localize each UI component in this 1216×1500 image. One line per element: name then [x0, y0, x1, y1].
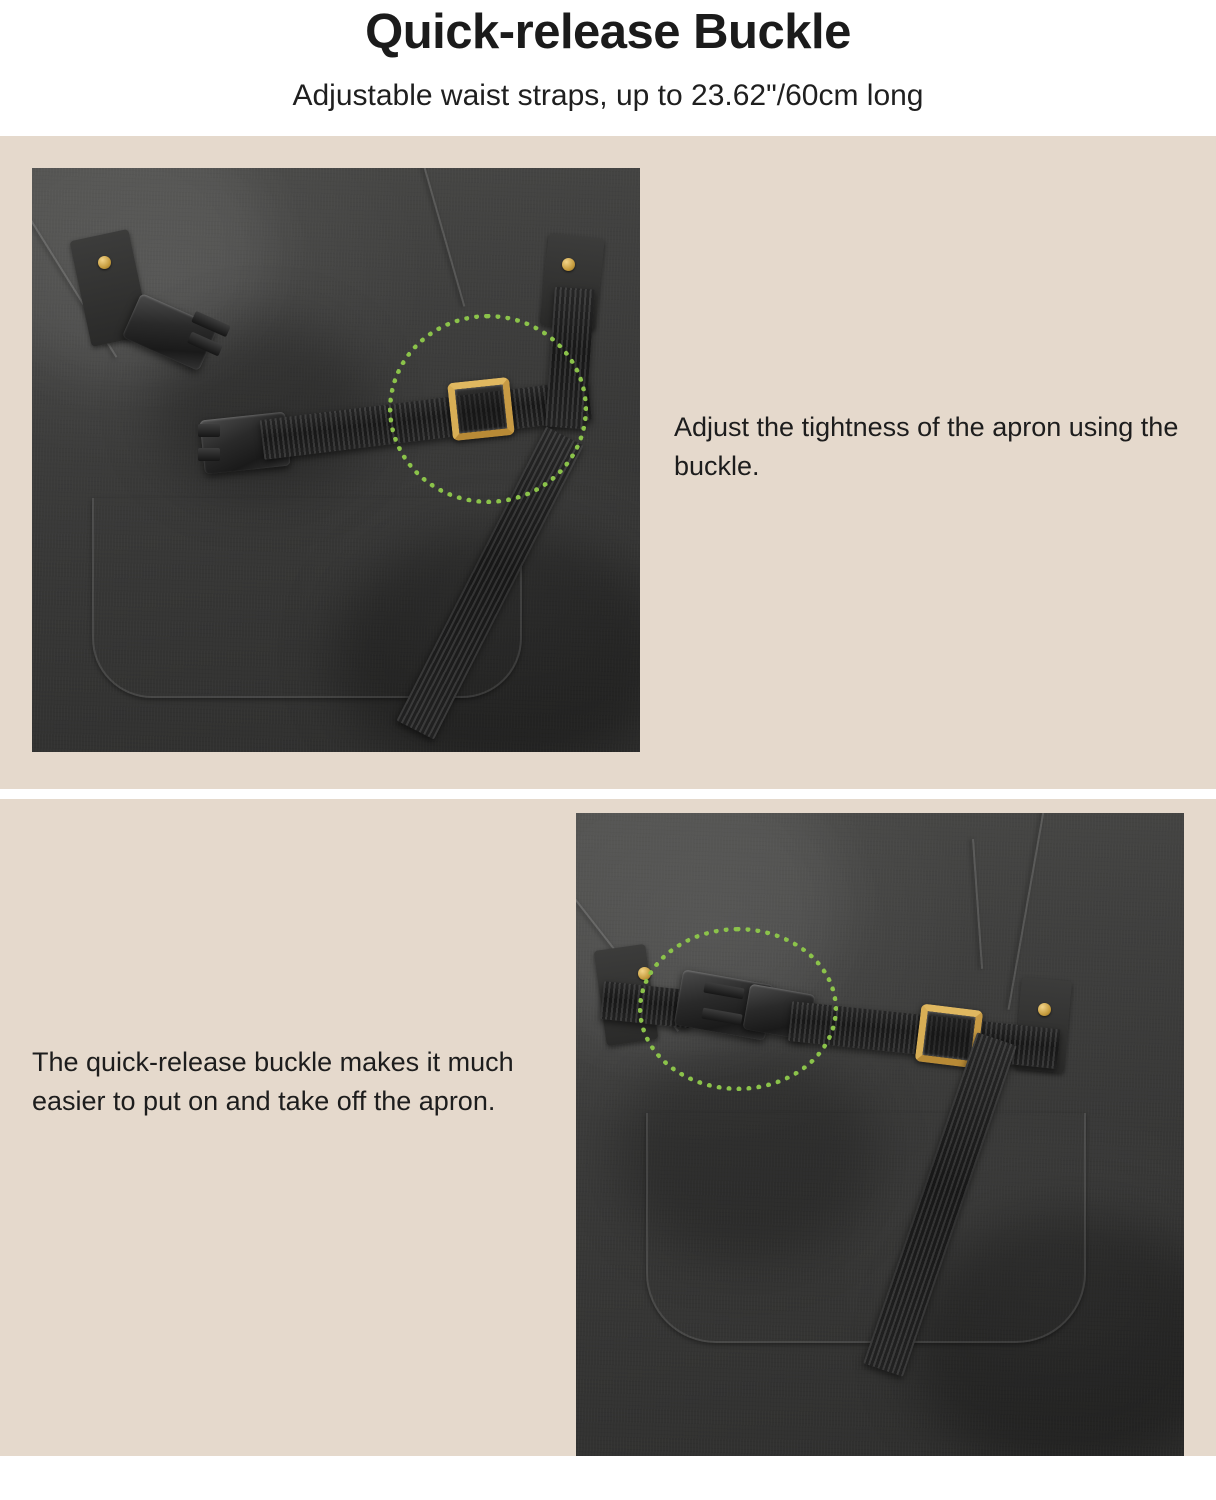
page-header	[0, 0, 1216, 114]
buckle-prong	[198, 448, 220, 461]
caption-quick-release: The quick-release buckle makes it much easier to put on and take off the apron.	[32, 1047, 514, 1117]
panel-divider	[0, 789, 1216, 799]
page-subtitle: Adjustable waist straps, up to 23.62"/60cm long	[292, 79, 924, 113]
highlight-ellipse	[388, 314, 588, 504]
product-photo-adjust	[32, 168, 640, 752]
caption-adjust: Adjust the tightness of the apron using the buckle.	[674, 412, 1179, 482]
page-title: Quick-release Buckle	[365, 5, 851, 59]
highlight-ellipse	[638, 927, 838, 1091]
apron-pocket-seam	[646, 1113, 1086, 1343]
buckle-prong	[198, 424, 220, 437]
feature-panel-quick-release	[0, 799, 1216, 1456]
product-photo-quick-release	[576, 813, 1184, 1456]
feature-panel-adjust	[0, 136, 1216, 789]
